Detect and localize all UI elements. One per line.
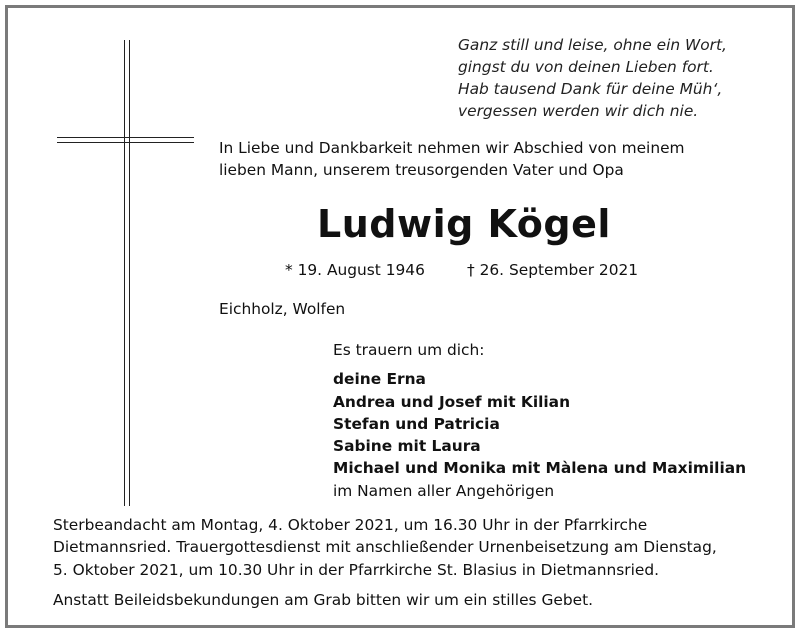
mourners-block [333, 339, 746, 502]
poem-line: Ganz still und leise, ohne ein Wort, [458, 36, 727, 54]
mourners-closing: im Namen aller Angehörigen [333, 481, 555, 500]
notice-line: 5. Oktober 2021, um 10.30 Uhr in der Pfarrkirche St. Blasius in Dietmannsried. [53, 560, 659, 579]
intro-text [219, 137, 685, 181]
mourner-name: Andrea und Josef mit Kilian [333, 392, 571, 411]
poem-line: gingst du von deinen Lieben fort. [458, 58, 714, 76]
notice-line: Dietmannsried. Trauergottesdienst mit anschließender Urnenbeisetzung am Dienstag, [53, 538, 717, 557]
intro-line: lieben Mann, unserem treusorgenden Vater und Opa [219, 161, 624, 179]
service-notice [53, 514, 717, 581]
mourner-name: Sabine mit Laura [333, 437, 481, 456]
mourner-name: Michael und Monika mit Màlena und Maximilian [333, 459, 747, 478]
mourners-heading: Es trauern um dich: [333, 341, 485, 359]
notice-line: Sterbeandacht am Montag, 4. Oktober 2021, um 16.30 Uhr in der Pfarrkirche [53, 516, 648, 534]
deceased-name: Ludwig Kögel [317, 202, 611, 246]
birth-date: * 19. August 1946 [285, 261, 425, 279]
mourner-name: deine Erna [333, 370, 426, 389]
place-of-residence: Eichholz, Wolfen [219, 300, 346, 318]
death-date: † 26. September 2021 [467, 261, 639, 279]
poem-line: Hab tausend Dank für deine Müh‘, [458, 80, 723, 98]
mourner-name: Stefan und Patricia [333, 414, 500, 433]
cross-icon-vertical-beam [124, 40, 130, 506]
poem-line: vergessen werden wir dich nie. [458, 102, 699, 120]
intro-line: In Liebe und Dankbarkeit nehmen wir Abschied von meinem [219, 139, 685, 157]
cross-icon-horizontal-beam [57, 137, 194, 143]
closing-note: Anstatt Beileidsbekundungen am Grab bitten wir um ein stilles Gebet. [53, 591, 594, 609]
poem [458, 34, 727, 122]
